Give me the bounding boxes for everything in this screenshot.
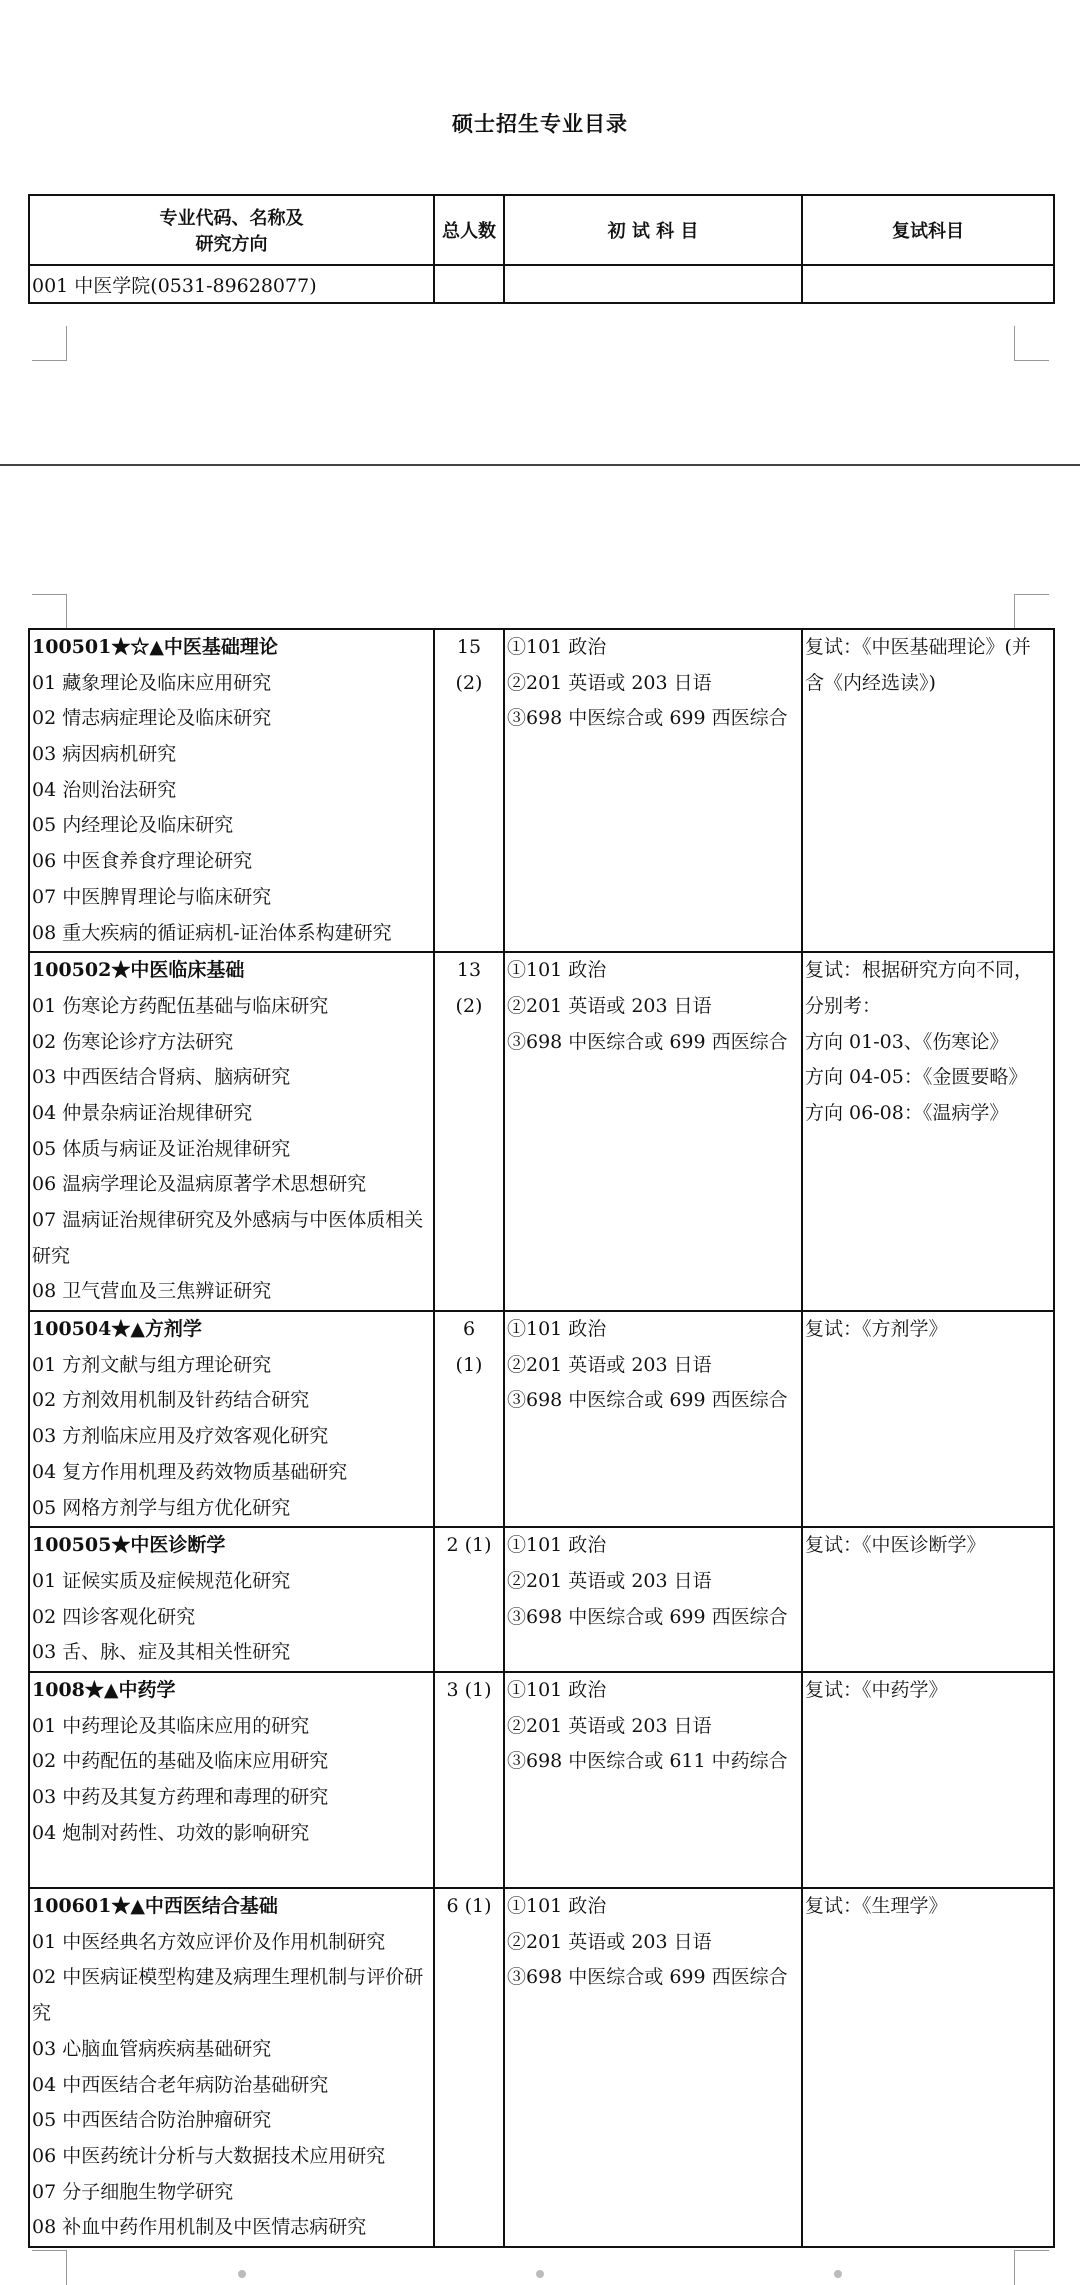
major-cell xyxy=(29,1527,434,1672)
header-exams: 初 试 科 目 xyxy=(504,195,802,265)
count-value: 13 xyxy=(456,959,482,982)
major-row xyxy=(29,629,1054,952)
major-name: 100505★中医诊断学 xyxy=(32,1534,226,1557)
exam-subject: ②201 英语或 203 日语 xyxy=(507,1714,712,1737)
exam-subject: ①101 政治 xyxy=(507,1678,607,1701)
exam-subjects xyxy=(504,629,802,952)
research-direction: 04 治则治法研究 xyxy=(32,778,177,801)
catalog-header-table xyxy=(28,194,1055,304)
catalog-table xyxy=(28,628,1055,2248)
retest-line: 方向 06-08：《温病学》 xyxy=(805,1101,1009,1124)
crop-mark xyxy=(32,326,67,361)
enrollment-count xyxy=(434,1527,504,1672)
exam-subject: ①101 政治 xyxy=(507,1534,607,1557)
major-row xyxy=(29,1527,1054,1672)
enrollment-count xyxy=(434,1672,504,1888)
exam-subject: ①101 政治 xyxy=(507,636,607,658)
crop-mark xyxy=(1014,594,1049,629)
major-cell xyxy=(29,1888,434,2247)
exam-subject: ②201 英语或 203 日语 xyxy=(507,671,712,694)
research-direction: 01 伤寒论方药配伍基础与临床研究 xyxy=(32,994,329,1017)
retest-line: 复试：《方剂学》 xyxy=(805,1318,948,1341)
research-direction: 01 藏象理论及临床应用研究 xyxy=(32,671,272,694)
count-value: (2) xyxy=(455,994,483,1017)
retest-line: 含《内经选读》) xyxy=(805,671,936,694)
major-name: 100502★中医临床基础 xyxy=(32,959,245,982)
header-major-line2: 研究方向 xyxy=(195,234,268,255)
major-row xyxy=(29,952,1054,1311)
research-direction: 02 中药配伍的基础及临床应用研究 xyxy=(32,1750,329,1773)
research-direction: 04 仲景杂病证治规律研究 xyxy=(32,1101,253,1124)
page-dot xyxy=(834,2270,842,2278)
count-value: 3 (1) xyxy=(446,1678,492,1701)
retest-subjects xyxy=(802,1311,1054,1527)
research-direction: 02 情志病症理论及临床研究 xyxy=(32,707,272,730)
major-name: 100501★☆▲中医基础理论 xyxy=(32,636,278,658)
research-direction: 03 中药及其复方药理和毒理的研究 xyxy=(32,1786,329,1809)
research-direction: 03 方剂临床应用及疗效客观化研究 xyxy=(32,1425,329,1448)
research-direction: 05 中西医结合防治肿瘤研究 xyxy=(32,2109,272,2132)
header-major xyxy=(29,195,434,265)
retest-line: 方向 01-03、《伤寒论》 xyxy=(805,1030,1009,1053)
retest-line: 方向 04-05：《金匮要略》 xyxy=(805,1066,1028,1089)
retest-subjects xyxy=(802,1527,1054,1672)
count-value: (1) xyxy=(455,1353,483,1376)
exam-subject: ②201 英语或 203 日语 xyxy=(507,1353,712,1376)
exam-subject: ③698 中医综合或 699 西医综合 xyxy=(507,707,788,730)
research-direction: 05 网格方剂学与组方优化研究 xyxy=(32,1496,291,1519)
exam-subject: ②201 英语或 203 日语 xyxy=(507,1930,712,1953)
exam-subject: ②201 英语或 203 日语 xyxy=(507,1569,712,1592)
header-major-line1: 专业代码、名称及 xyxy=(159,208,304,229)
count-value: 6 xyxy=(462,1318,476,1341)
exam-subjects xyxy=(504,1527,802,1672)
research-direction: 02 伤寒论诊疗方法研究 xyxy=(32,1030,234,1053)
header-row xyxy=(29,195,1054,265)
page-dot xyxy=(238,2270,246,2278)
retest-line: 复试：根据研究方向不同， xyxy=(805,959,1034,982)
research-direction: 02 方剂效用机制及针药结合研究 xyxy=(32,1389,310,1412)
exam-subject: ③698 中医综合或 611 中药综合 xyxy=(507,1750,788,1773)
research-direction: 02 中医病证模型构建及病理生理机制与评价研究 xyxy=(32,1966,424,2025)
research-direction: 08 重大疾病的循证病机-证治体系构建研究 xyxy=(32,921,392,944)
exam-subject: ②201 英语或 203 日语 xyxy=(507,994,712,1017)
research-direction: 06 中医食养食疗理论研究 xyxy=(32,850,253,873)
major-row xyxy=(29,1311,1054,1527)
research-direction: 06 中医药统计分析与大数据技术应用研究 xyxy=(32,2144,386,2167)
research-direction: 01 证候实质及症候规范化研究 xyxy=(32,1569,291,1592)
research-direction: 04 炮制对药性、功效的影响研究 xyxy=(32,1821,310,1844)
research-direction: 07 温病证治规律研究及外感病与中医体质相关研究 xyxy=(32,1209,424,1267)
page-dot xyxy=(536,2270,544,2278)
retest-subjects xyxy=(802,1888,1054,2247)
count-value: 15 xyxy=(456,636,482,658)
research-direction: 08 卫气营血及三焦辨证研究 xyxy=(32,1280,272,1303)
crop-mark xyxy=(32,594,67,629)
research-direction: 04 中西医结合老年病防治基础研究 xyxy=(32,2073,329,2096)
page-title: 硕士招生专业目录 xyxy=(452,111,628,136)
research-direction: 07 中医脾胃理论与临床研究 xyxy=(32,885,272,908)
research-direction: 01 中药理论及其临床应用的研究 xyxy=(32,1714,310,1737)
research-direction: 03 病因病机研究 xyxy=(32,743,177,766)
major-cell xyxy=(29,629,434,952)
research-direction: 05 体质与病证及证治规律研究 xyxy=(32,1137,291,1160)
major-cell xyxy=(29,952,434,1311)
crop-mark xyxy=(1014,326,1049,361)
major-row xyxy=(29,1888,1054,2247)
header-retest: 复试科目 xyxy=(802,195,1054,265)
header-count: 总人数 xyxy=(434,195,504,265)
major-row xyxy=(29,1672,1054,1888)
exam-subject: ③698 中医综合或 699 西医综合 xyxy=(507,1605,788,1628)
major-name: 100601★▲中西医结合基础 xyxy=(32,1895,278,1918)
exam-subject: ③698 中医综合或 699 西医综合 xyxy=(507,1389,788,1412)
page-divider xyxy=(0,464,1080,466)
retest-line: 复试：《中医诊断学》 xyxy=(805,1534,986,1557)
research-direction: 01 中医经典名方效应评价及作用机制研究 xyxy=(32,1930,386,1953)
research-direction: 05 内经理论及临床研究 xyxy=(32,814,234,837)
research-direction: 07 分子细胞生物学研究 xyxy=(32,2180,234,2203)
enrollment-count xyxy=(434,629,504,952)
research-direction: 04 复方作用机理及药效物质基础研究 xyxy=(32,1460,348,1483)
retest-subjects xyxy=(802,629,1054,952)
research-direction: 02 四诊客观化研究 xyxy=(32,1605,196,1628)
major-name: 100504★▲方剂学 xyxy=(32,1318,202,1341)
retest-line: 复试：《中药学》 xyxy=(805,1678,948,1701)
count-value: (2) xyxy=(455,671,483,694)
major-cell xyxy=(29,1672,434,1888)
exam-subject: ①101 政治 xyxy=(507,1895,607,1918)
retest-subjects xyxy=(802,1672,1054,1888)
enrollment-count xyxy=(434,952,504,1311)
exam-subject: ①101 政治 xyxy=(507,1318,607,1341)
retest-line: 复试：《生理学》 xyxy=(805,1895,948,1918)
retest-line: 分别考： xyxy=(805,994,882,1017)
research-direction: 01 方剂文献与组方理论研究 xyxy=(32,1353,272,1376)
research-direction: 08 补血中药作用机制及中医情志病研究 xyxy=(32,2216,367,2239)
college-name: 001 中医学院(0531-89628077) xyxy=(29,265,434,303)
exam-subjects xyxy=(504,1672,802,1888)
exam-subject: ③698 中医综合或 699 西医综合 xyxy=(507,1030,788,1053)
exam-subjects xyxy=(504,1888,802,2247)
major-name: 1008★▲中药学 xyxy=(32,1678,176,1701)
exam-subjects xyxy=(504,1311,802,1527)
research-direction: 06 温病学理论及温病原著学术思想研究 xyxy=(32,1173,367,1196)
exam-subject: ①101 政治 xyxy=(507,959,607,982)
count-value: 6 (1) xyxy=(446,1895,492,1918)
enrollment-count xyxy=(434,1311,504,1527)
retest-line: 复试：《中医基础理论》(并 xyxy=(805,636,1031,658)
research-direction: 03 中西医结合肾病、脑病研究 xyxy=(32,1066,291,1089)
research-direction: 03 舌、脉、症及其相关性研究 xyxy=(32,1641,291,1664)
enrollment-count xyxy=(434,1888,504,2247)
retest-subjects xyxy=(802,952,1054,1311)
count-value: 2 (1) xyxy=(446,1534,492,1557)
exam-subjects xyxy=(504,952,802,1311)
major-cell xyxy=(29,1311,434,1527)
research-direction: 03 心脑血管病疾病基础研究 xyxy=(32,2037,272,2060)
college-row xyxy=(29,265,1054,303)
exam-subject: ③698 中医综合或 699 西医综合 xyxy=(507,1966,788,1989)
